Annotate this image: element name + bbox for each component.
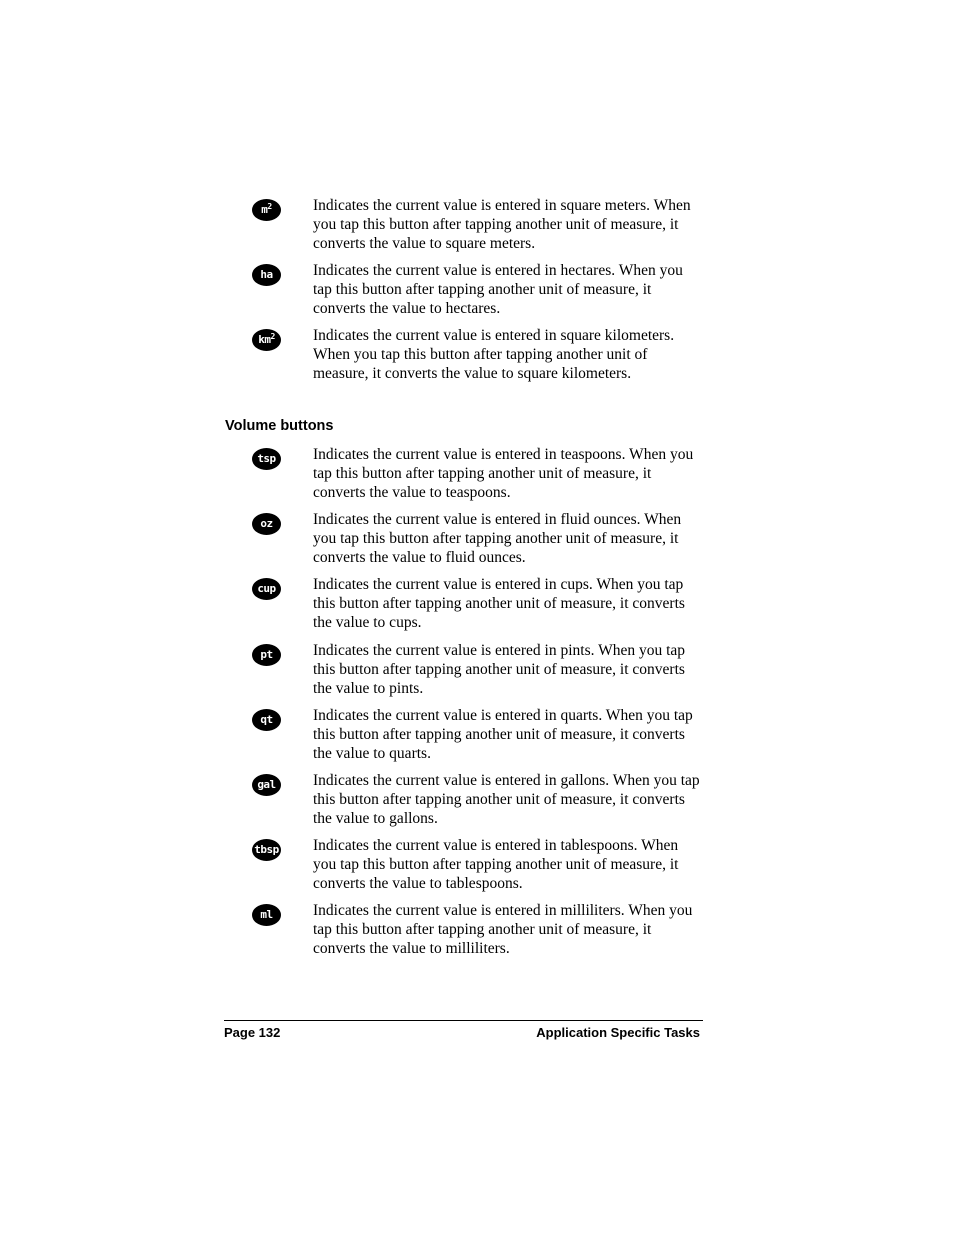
gallons-button-icon: gal [252,774,281,796]
cups-button-icon: cup [252,578,281,600]
hectares-button-icon: ha [252,264,281,286]
page-number: Page 132 [224,1025,281,1040]
entry-description: Indicates the current value is entered in cups. When you tap this button after tapping another unit of measure, it converts the value to cups. [313,576,685,631]
section-heading-volume: Volume buttons [225,418,334,434]
entry-description: Indicates the current value is entered in tablespoons. When you tap this button after tapping another unit of measure, it converts the value to tablespoons. [313,837,679,892]
entry-description: Indicates the current value is entered in hectares. When you tap this button after tapping another unit of measure, it converts the value to hectares. [313,262,683,317]
footer-divider [224,1020,703,1021]
entry-description: Indicates the current value is entered in gallons. When you tap this button after tapping another unit of measure, it converts the value to gallons. [313,772,700,827]
tablespoons-button-icon: tbsp [252,839,281,861]
square-kilometers-button-icon: $km^2$ [252,329,281,351]
pints-button-icon: pt [252,644,281,666]
entry-description: Indicates the current value is entered in square meters. When you tap this button after tapping another unit of measure, it converts the value to square meters. [313,197,691,252]
entry-description: Indicates the current value is entered in milliliters. When you tap this button after tapping another unit of measure, it converts the value to milliliters. [313,902,693,957]
quarts-button-icon: qt [252,709,281,731]
chapter-title: Application Specific Tasks [536,1025,700,1040]
entry-description: Indicates the current value is entered in teaspoons. When you tap this button after tapping another unit of measure, it converts the value to teaspoons. [313,446,694,501]
entry-description: Indicates the current value is entered in quarts. When you tap this button after tapping another unit of measure, it converts the value to quarts. [313,707,693,762]
entry-description: Indicates the current value is entered in fluid ounces. When you tap this button after tapping another unit of measure, it converts the value to fluid ounces. [313,511,682,566]
milliliters-button-icon: ml [252,904,281,926]
square-meters-button-icon: $m^2$ [252,199,281,221]
entry-description: Indicates the current value is entered in square kilometers. When you tap this button after tapping another unit of measure, it converts the value to square kilometers. [313,327,675,382]
fluid-ounces-button-icon: oz [252,513,281,535]
entry-description: Indicates the current value is entered in pints. When you tap this button after tapping another unit of measure, it converts the value to pints. [313,642,686,697]
teaspoons-button-icon: tsp [252,448,281,470]
